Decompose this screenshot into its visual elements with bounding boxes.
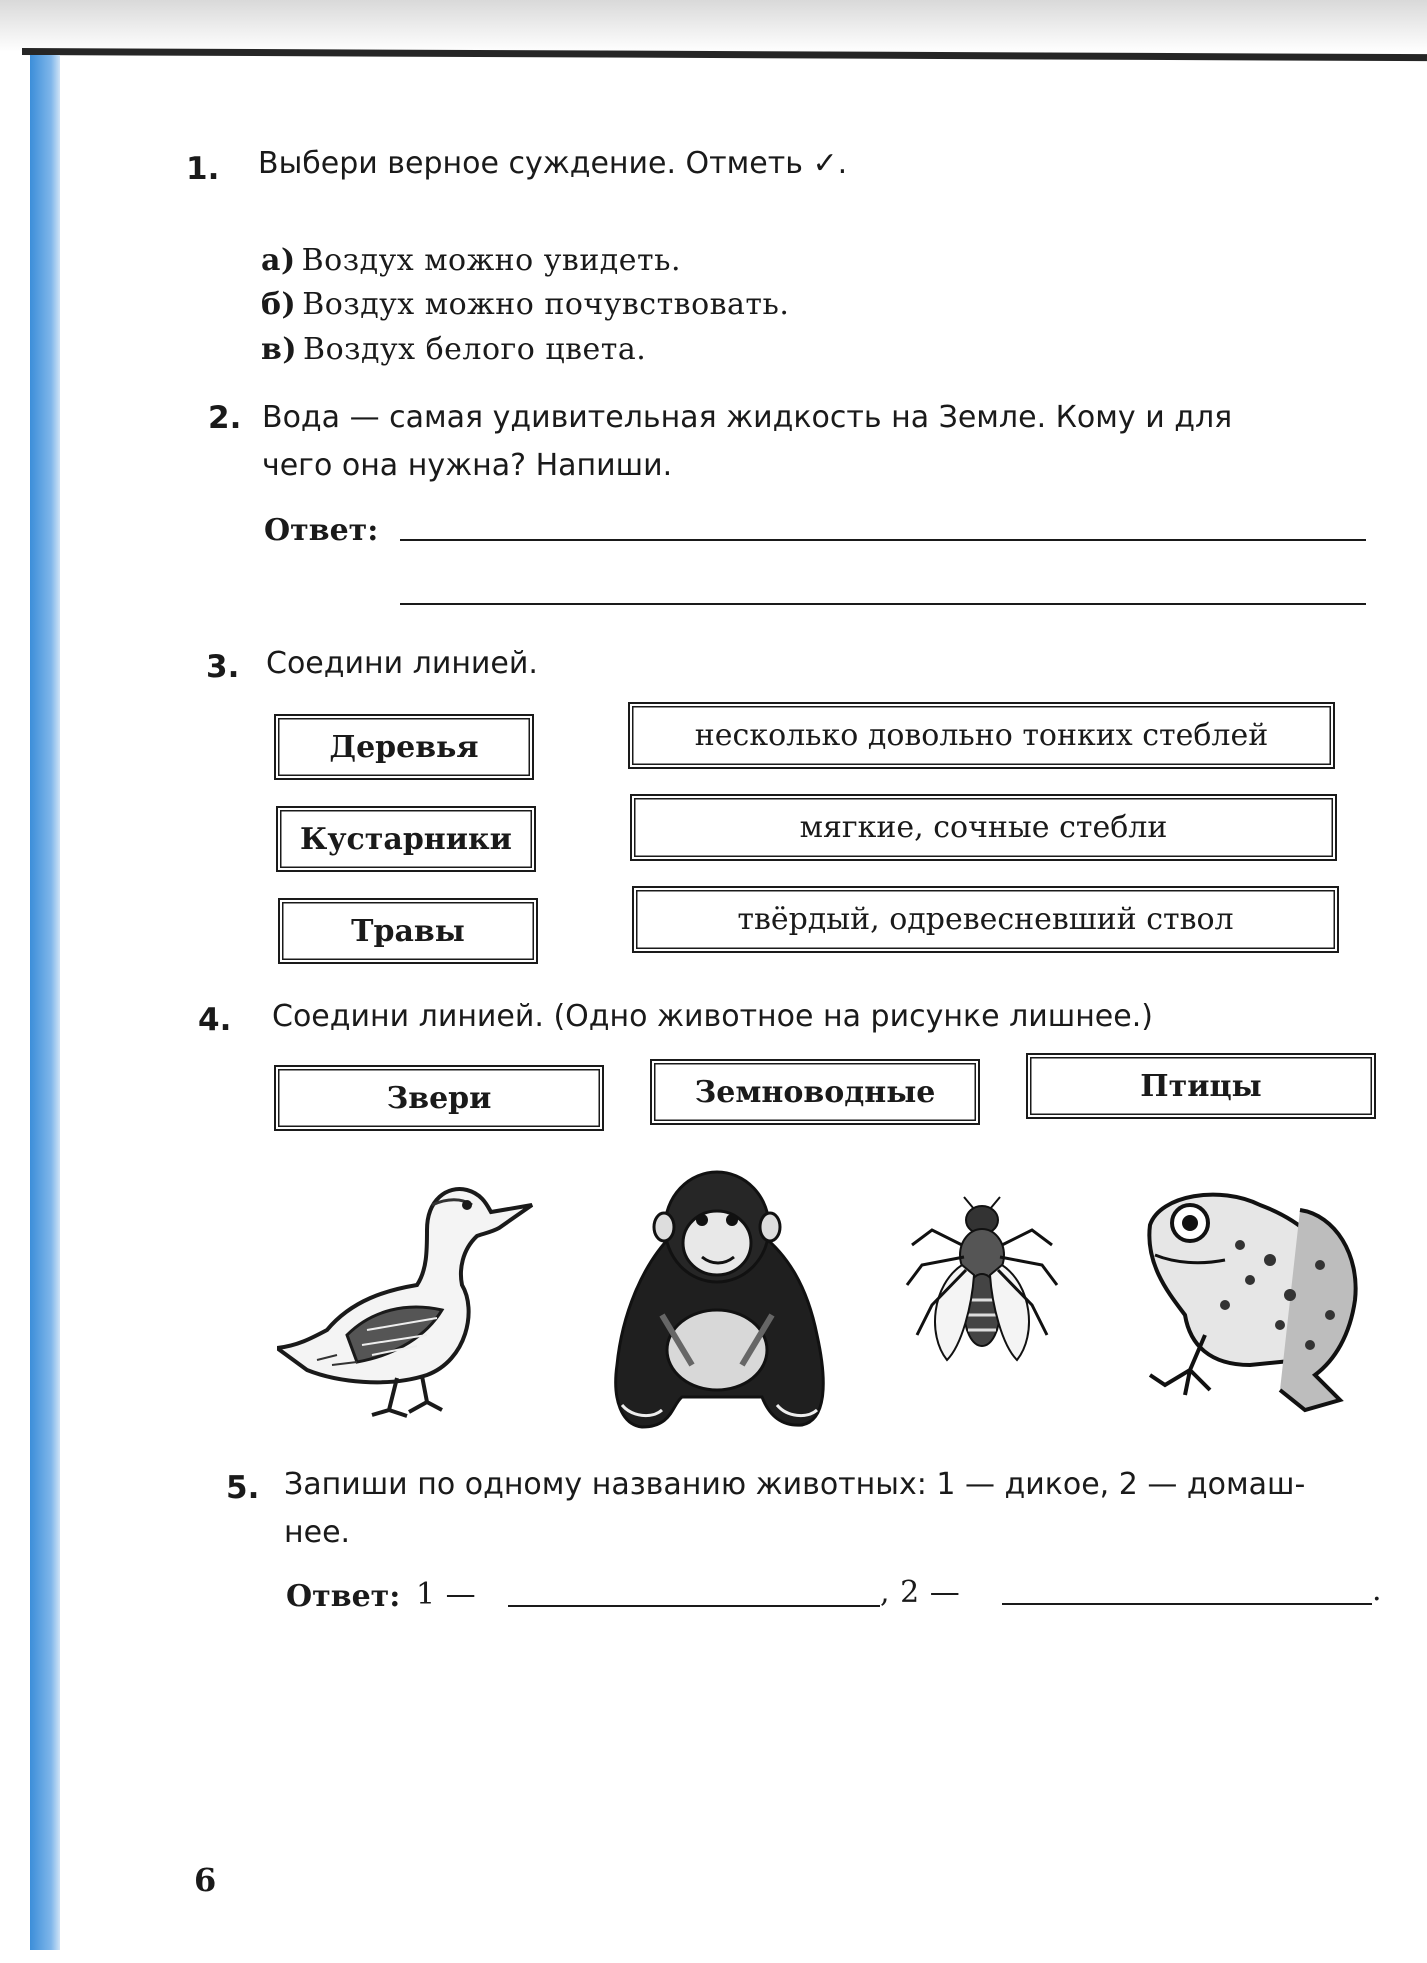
q5-answer-label: Ответ: <box>286 1579 401 1614</box>
page-number: 6 <box>194 1861 217 1899</box>
duck-icon[interactable] <box>277 1170 537 1420</box>
q4-group-amphibians[interactable]: Земноводные <box>650 1059 980 1125</box>
q3-right-hard-trunk[interactable]: твёрдый, одревесневший ствол <box>632 886 1339 953</box>
q3-number: 3. <box>206 649 240 685</box>
q3-left-grasses[interactable]: Травы <box>278 898 538 964</box>
q1-prompt-text: Выбери верное суждение. Отметь <box>258 146 803 181</box>
q5-blank1-label: 1 — <box>416 1577 477 1612</box>
q2-answer-line-2[interactable] <box>400 603 1366 605</box>
q1-prompt-end: . <box>837 146 848 181</box>
q1-option-b[interactable] <box>261 287 789 322</box>
q4-group-mammals[interactable]: Звери <box>274 1065 604 1131</box>
q4-group-birds[interactable]: Птицы <box>1026 1053 1376 1119</box>
q3-left-trees[interactable]: Деревья <box>274 714 534 780</box>
q4-prompt: Соедини линией. (Одно животное на рисунке лишнее.) <box>272 999 1153 1034</box>
q5-number: 5. <box>226 1470 260 1506</box>
q2-answer-label: Ответ: <box>264 513 379 548</box>
q1-option-c[interactable] <box>261 332 646 367</box>
q5-end-period: . <box>1372 1573 1383 1608</box>
q5-line2: нее. <box>284 1515 351 1550</box>
q5-line1: Запиши по одному названию животных: 1 — дикое, 2 — домаш- <box>284 1467 1306 1502</box>
q2-line1: Вода — самая удивительная жидкость на Земле. Кому и для <box>262 400 1233 435</box>
frog-icon[interactable] <box>1130 1185 1370 1415</box>
worksheet-page <box>62 55 1427 1963</box>
q3-prompt: Соедини линией. <box>266 646 538 681</box>
q3-left-shrubs[interactable]: Кустарники <box>276 806 536 872</box>
option-letter: в) <box>261 332 298 367</box>
q2-line2: чего она нужна? Напиши. <box>262 448 673 483</box>
margin-color-bar <box>30 55 60 1950</box>
option-letter: а) <box>261 243 296 278</box>
option-text: Воздух белого цвета. <box>303 332 647 367</box>
q1-prompt <box>258 141 847 187</box>
q5-answer-blank-1[interactable] <box>508 1605 880 1607</box>
check-mark-icon: ✓ <box>812 146 838 181</box>
q5-blank2-label: , 2 — <box>880 1575 961 1610</box>
option-letter: б) <box>261 287 297 322</box>
fly-icon[interactable] <box>902 1195 1062 1375</box>
q2-answer-line-1[interactable] <box>400 539 1366 541</box>
option-text: Воздух можно почувствовать. <box>302 287 790 322</box>
monkey-icon[interactable] <box>602 1165 832 1435</box>
q1-number: 1. <box>186 151 220 187</box>
q3-right-soft-stems[interactable]: мягкие, сочные стебли <box>630 794 1337 861</box>
q5-answer-blank-2[interactable] <box>1002 1603 1372 1605</box>
q4-number: 4. <box>198 1002 232 1038</box>
q2-number: 2. <box>208 400 242 436</box>
scan-shadow <box>0 0 1427 52</box>
option-text: Воздух можно увидеть. <box>301 243 682 278</box>
q1-option-a[interactable] <box>261 243 681 278</box>
q3-right-thin-stems[interactable]: несколько довольно тонких стеблей <box>628 702 1335 769</box>
